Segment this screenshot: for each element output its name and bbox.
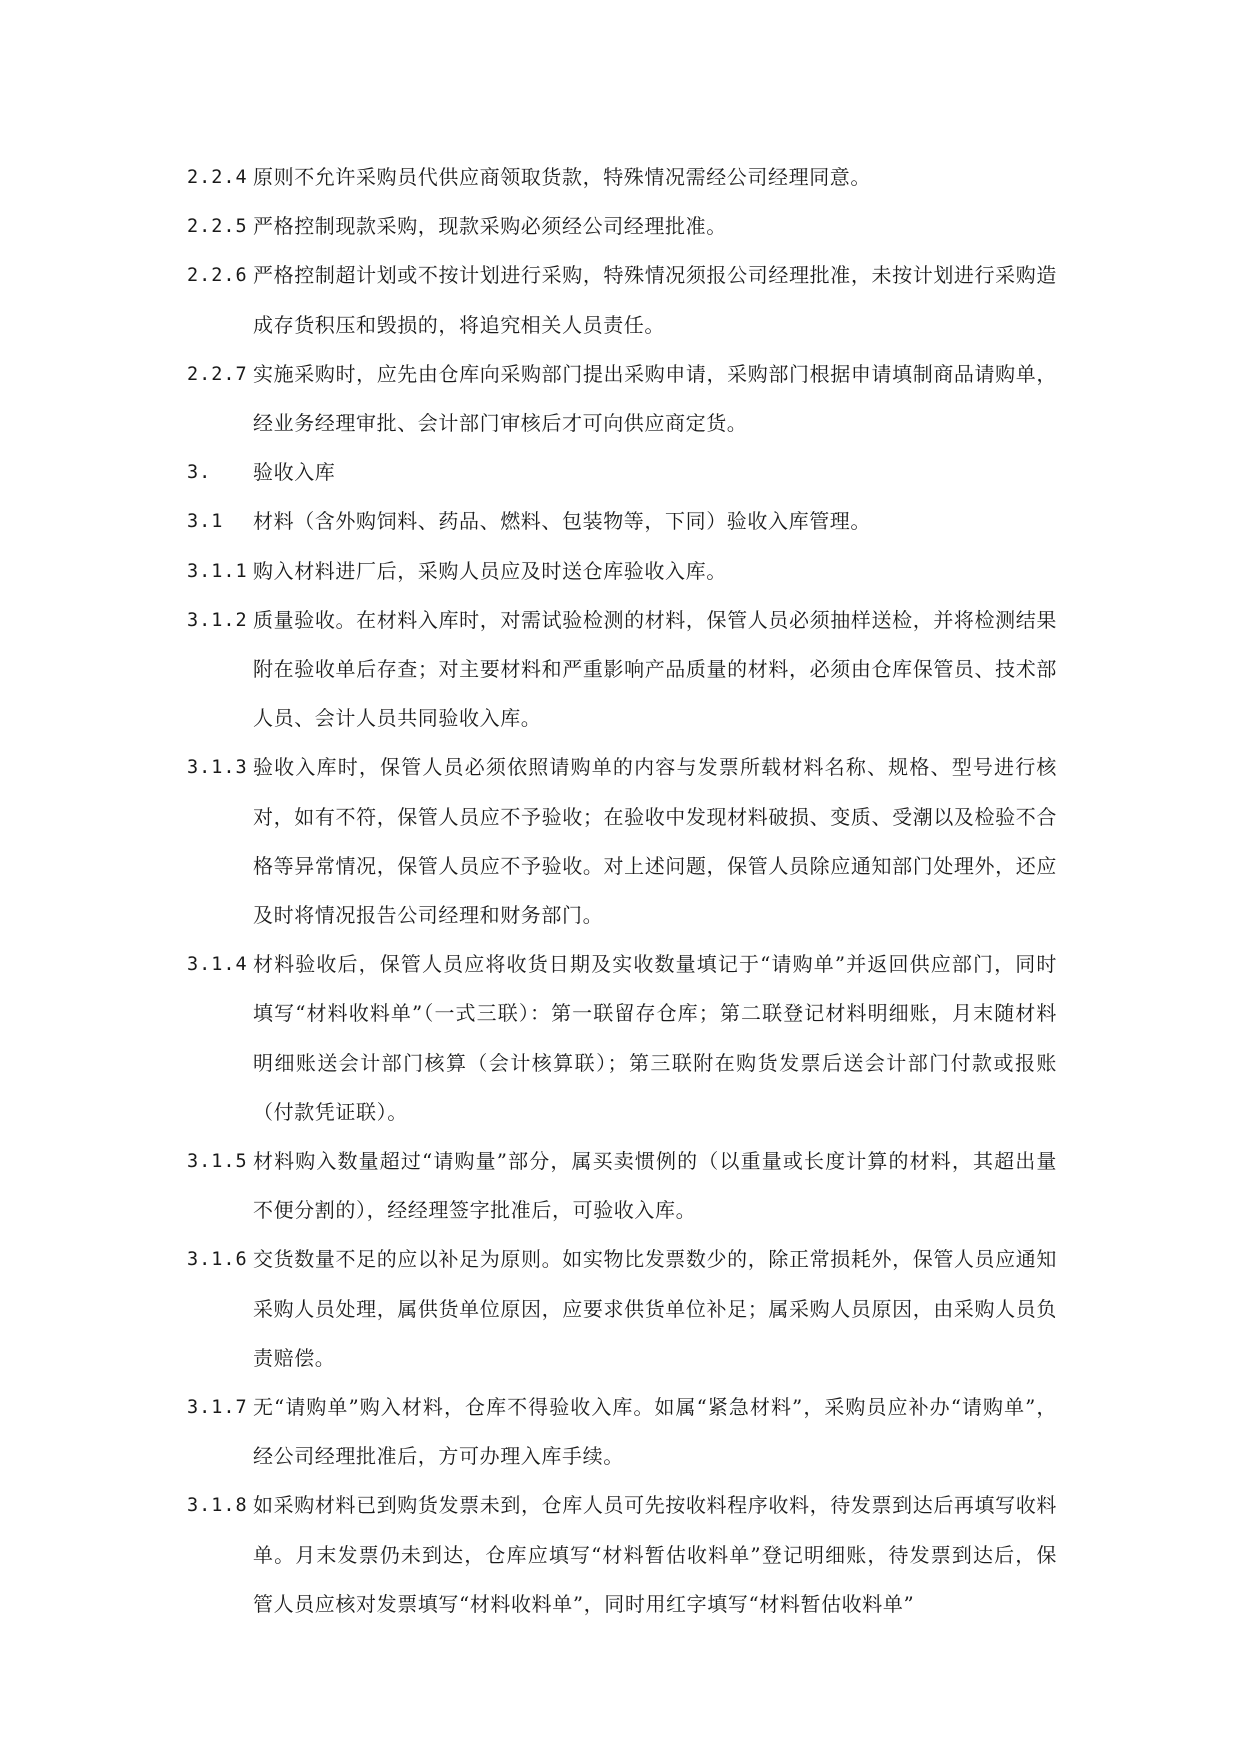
clause-number: 3.1.4 [187, 954, 248, 976]
clause-2-2-7 [187, 350, 1057, 448]
clause-number: 3.1.6 [187, 1249, 248, 1271]
clause-2-2-4 [187, 153, 1057, 202]
clause-number: 2.2.4 [187, 167, 248, 188]
clause-text: 购入材料进厂后，采购人员应及时送仓库验收入库。 [253, 558, 727, 583]
clause-number: 3.1.8 [187, 1495, 248, 1517]
document-body [187, 153, 1057, 1629]
section-number: 3. [187, 462, 212, 484]
clause-3-1-7 [187, 1383, 1057, 1481]
clause-number: 3.1.2 [187, 609, 248, 631]
clause-text: 质量验收。在材料入库时，对需试验检测的材料，保管人员必须抽样送检，并将检测结果附在验收单后存查；对主要材料和严重影响产品质量的材料，必须由仓库保管员、技术部人员、会计人员共同验收入库。 [253, 607, 1057, 731]
clause-3-1-2 [187, 596, 1057, 744]
clause-number: 2.2.5 [187, 216, 248, 238]
clause-3-1-1 [187, 547, 1057, 596]
clause-3-1-3 [187, 743, 1057, 940]
clause-text: 严格控制现款采购，现款采购必须经公司经理批准。 [253, 214, 727, 239]
clause-number: 2.2.7 [187, 363, 248, 385]
clause-number: 2.2.6 [187, 265, 248, 287]
clause-text: 交货数量不足的应以补足为原则。如实物比发票数少的，除正常损耗外，保管人员应通知采购人员处理，属供货单位原因，应要求供货单位补足；属采购人员原因，由采购人员负责赔偿。 [253, 1247, 1057, 1370]
clause-number: 3.1.7 [187, 1397, 248, 1419]
clause-3-1-5 [187, 1137, 1057, 1235]
clause-3-1-4 [187, 940, 1057, 1137]
clause-text: 材料购入数量超过“请购量”部分，属买卖惯例的（以重量或长度计算的材料，其超出量不便分割的），经经理签字批准后，可验收入库。 [253, 1149, 1057, 1223]
clause-3-1-8 [187, 1481, 1057, 1629]
clause-3-1 [187, 497, 1057, 546]
clause-2-2-5 [187, 202, 1057, 251]
clause-text: 原则不允许采购员代供应商领取货款，特殊情况需经公司经理同意。 [253, 165, 871, 189]
clause-text: 验收入库时，保管人员必须依照请购单的内容与发票所载材料名称、规格、型号进行核对，如有不符，保管人员应不予验收；在验收中发现材料破损、变质、受潮以及检验不合格等异常情况，保管人员应不予验收。对上述问题，保管人员除应通知部门处理外，还应及时将情况报告公司经理和财务部门。 [253, 755, 1057, 928]
clause-2-2-6 [187, 251, 1057, 349]
clause-number: 3.1.3 [187, 757, 248, 779]
clause-text: 无“请购单”购入材料，仓库不得验收入库。如属“紧急材料”，采购员应补办“请购单”，经公司经理批准后，方可办理入库手续。 [253, 1395, 1057, 1469]
clause-text: 实施采购时，应先由仓库向采购部门提出采购申请，采购部门根据申请填制商品请购单，经业务经理审批、会计部门审核后才可向供应商定货。 [253, 361, 1057, 436]
clause-3-1-6 [187, 1235, 1057, 1383]
section-3-heading [187, 448, 1057, 497]
section-title: 验收入库 [253, 460, 336, 485]
clause-text: 材料验收后，保管人员应将收货日期及实收数量填记于“请购单”并返回供应部门，同时填写“材料收料单”（一式三联）：第一联留存仓库；第二联登记材料明细账，月末随材料明细账送会计部门核算（会计核算联）；第三联附在购货发票后送会计部门付款或报账（付款凭证联）。 [253, 952, 1057, 1124]
clause-text: 严格控制超计划或不按计划进行采购，特殊情况须报公司经理批准，未按计划进行采购造成存货积压和毁损的，将追究相关人员责任。 [253, 263, 1057, 337]
clause-number: 3.1.5 [187, 1151, 248, 1173]
clause-text: 如采购材料已到购货发票未到，仓库人员可先按收料程序收料，待发票到达后再填写收料单。月末发票仍未到达，仓库应填写“材料暂估收料单”登记明细账，待发票到达后，保管人员应核对发票填写“材料收料单”，同时用红字填写“材料暂估收料单” [253, 1493, 1057, 1616]
clause-number: 3.1 [187, 511, 224, 533]
clause-number: 3.1.1 [187, 560, 248, 582]
clause-text: 材料（含外购饲料、药品、燃料、包装物等，下同）验收入库管理。 [253, 509, 871, 534]
